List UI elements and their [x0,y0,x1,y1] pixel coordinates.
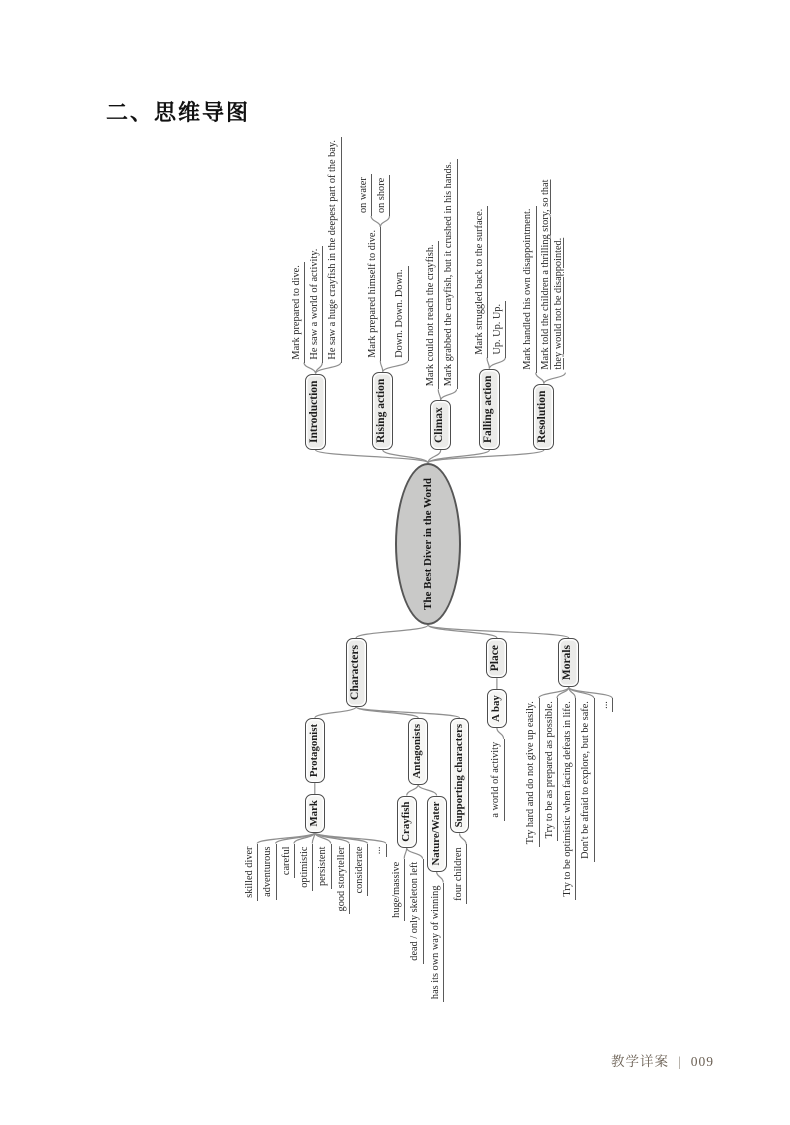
leaf-ellipsis: ... [598,698,613,712]
topic-crayfish: Crayfish [397,796,417,848]
topic-resolution: Resolution [533,384,554,450]
leaf-text: a world of activity [489,739,504,821]
leaf-text: good storyteller [335,844,350,915]
leaf-text: Don't be afraid to explore, but be safe. [579,698,594,862]
leaf-text: Mark grabbed the crayfish, but it crushed in his hands. [442,159,457,389]
topic-place: Place [486,638,507,678]
subbranch-supporting-characters [450,718,470,904]
subbranch-protagonist [243,718,387,915]
subbranch-crayfish [390,796,424,964]
branch-falling-action [473,206,507,450]
leaf-ellipsis: ... [371,844,386,858]
footer-label: 教学详案 [611,1054,670,1069]
leaf-text: adventurous [261,844,276,900]
subbranch-mark [243,794,387,914]
mindmap-tree [228,138,628,1000]
leaf-text: Up. Up. Up. [491,301,506,358]
topic-protagonist: Protagonist [305,718,325,783]
section-heading: 二、思维导图 [106,101,251,126]
topic-rising-action: Rising action [372,372,393,450]
leaf-text: careful [280,844,295,879]
leaf-text: He saw a huge crayfish in the deepest part of the bay. [326,137,341,363]
page-number: 009 [690,1054,714,1069]
leaf-text: Mark prepared to dive. [290,262,305,362]
central-topic: The Best Diver in the World [395,463,461,625]
leaf-text: Mark struggled back to the surface. [473,206,488,358]
branch-rising-action [357,174,409,450]
leaf-text: on water [357,174,372,216]
mindmap [228,138,628,1000]
leaf-text: Mark handled his own disappointment. [521,206,536,373]
leaf-text: Try to be as prepared as possible. [543,698,558,841]
subbranch-nature-water [427,796,447,1003]
right-branches [290,110,567,461]
leaf-text: four children [452,844,467,903]
leaf-text: Down. Down. Down. [393,266,408,360]
topic-characters: Characters [346,638,367,707]
topic-morals: Morals [558,638,579,687]
subbranch-antagonists [390,718,447,1002]
topic-falling-action: Falling action [479,369,500,450]
footer-separator: | [678,1054,682,1069]
branch-introduction [290,137,342,450]
leaf-text: dead / only skeleton left [408,859,423,964]
page-footer [611,1050,714,1070]
leaf-text: optimistic [298,844,313,891]
branch-place [486,638,507,821]
topic-antagonists: Antagonists [408,718,428,785]
leaf-text: has its own way of winning [429,883,444,1003]
leaf-text: Try hard and do not give up easily. [524,698,539,847]
leaf-text: Mark told the children a thrilling story, so that they would not be disappointed. [539,179,564,370]
branch-morals [524,638,613,900]
topic-mark: Mark [305,794,325,832]
leaf-text: considerate [353,844,368,897]
branch-climax [424,159,458,450]
subbranch-a-bay [487,689,507,820]
leaf-text: persistent [316,844,331,889]
leaf-text: skilled diver [243,844,258,901]
leaf-text: on shore [375,175,390,216]
topic-introduction: Introduction [305,374,326,450]
branch-resolution [521,165,566,450]
topic-climax: Climax [430,400,451,450]
leaf-text: He saw a world of activity. [308,246,323,363]
leaf-text: Mark could not reach the crayfish. [424,241,439,389]
leaf-text: Try to be optimistic when facing defeats in life. [561,698,576,900]
topic-nature-water: Nature/Water [427,796,447,872]
leaf-text: huge/massive [390,859,405,921]
leaf-text: Mark prepared himself to dive. [366,227,381,361]
branch-characters [243,638,470,1002]
topic-a-bay: A bay [487,689,507,728]
left-branches [243,627,613,1000]
topic-supporting-characters: Supporting characters [450,718,470,833]
